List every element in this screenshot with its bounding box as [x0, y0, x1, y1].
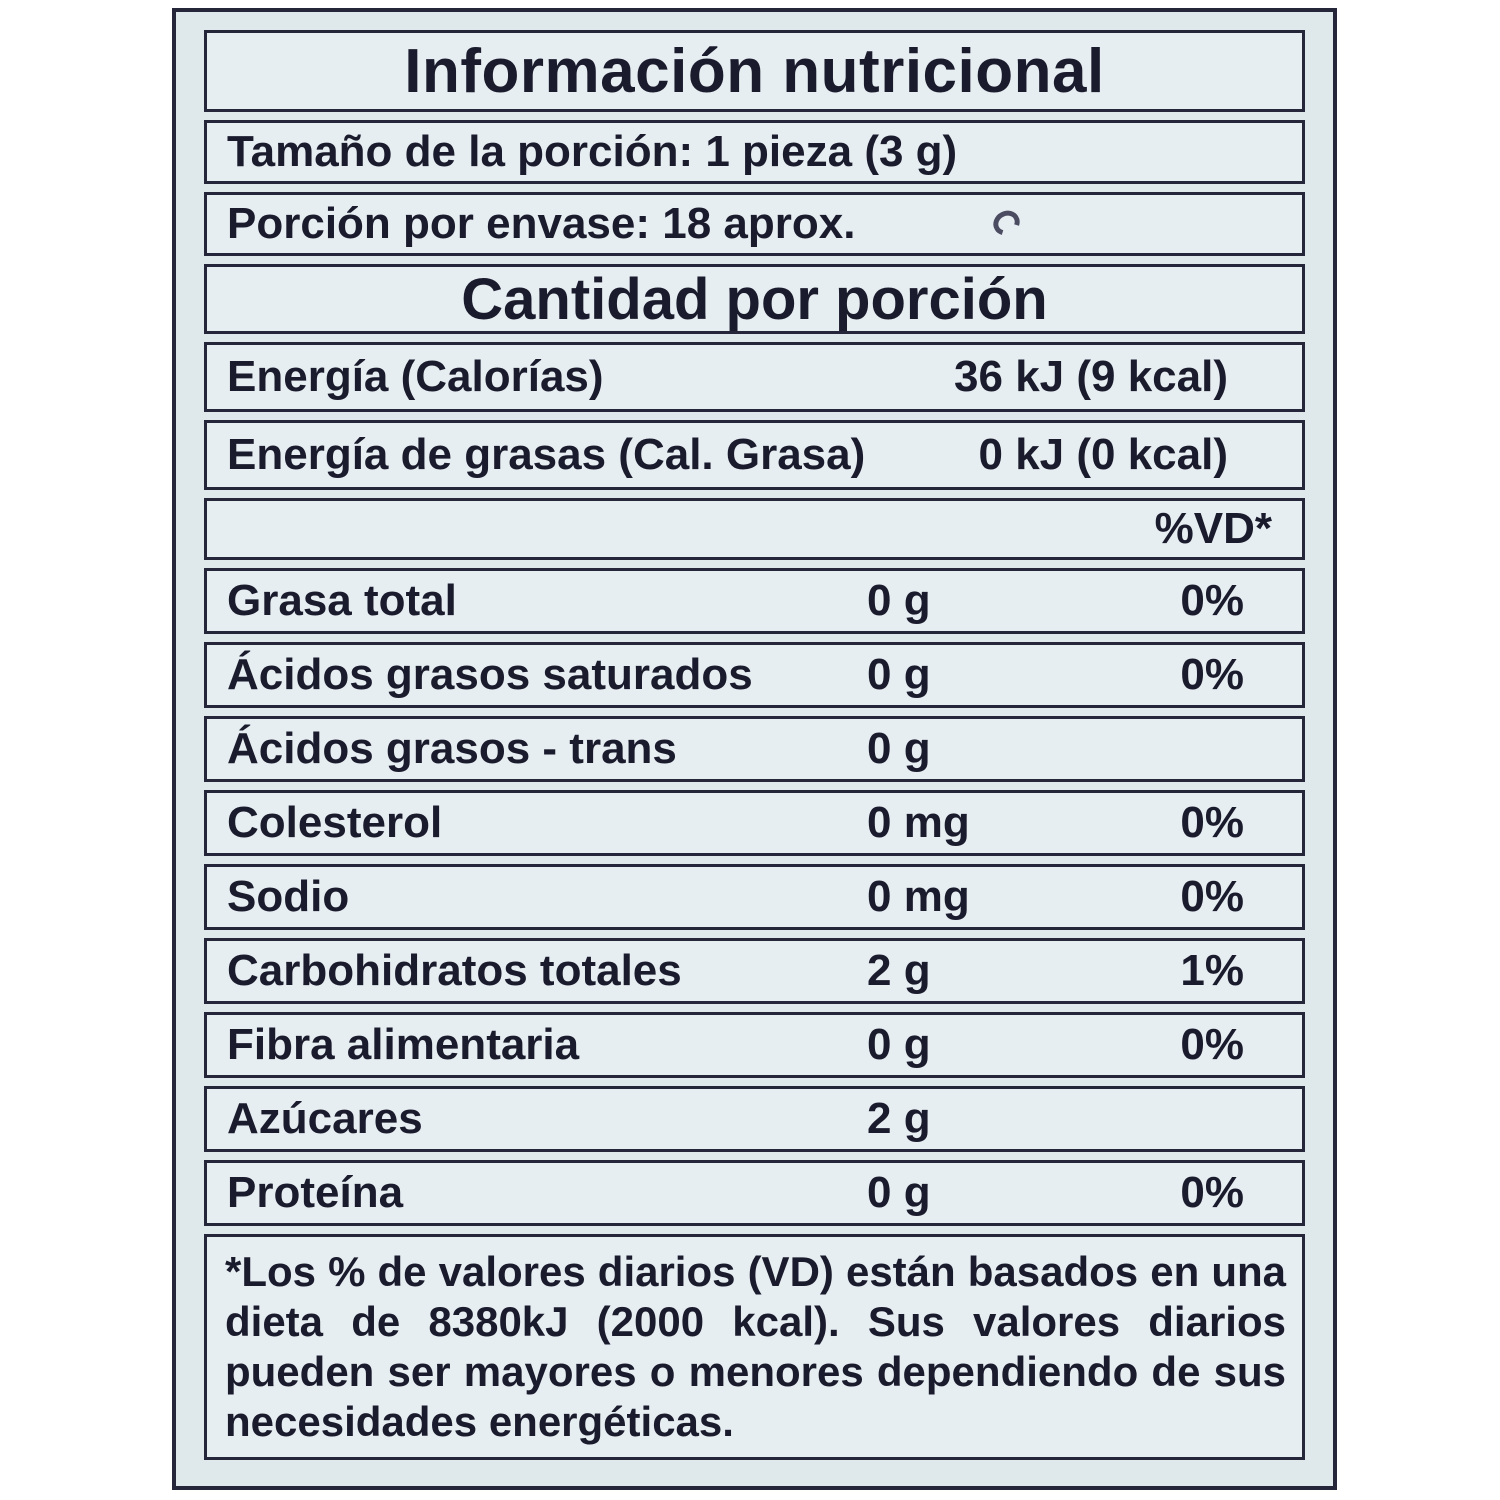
- nutrient-amount: 0 g: [867, 1020, 931, 1069]
- daily-value-header: %VD*: [1154, 504, 1272, 553]
- nutrient-amount: 0 mg: [867, 798, 970, 847]
- nutrient-amount: 2 g: [867, 1094, 931, 1143]
- nutrient-amount: 0 g: [867, 1168, 931, 1217]
- energy-from-fat-value: 0 kJ (0 kcal): [978, 430, 1228, 479]
- nutrient-row-fibra: [204, 1012, 1305, 1078]
- energy-row: [204, 342, 1305, 412]
- daily-value-header-row: [204, 498, 1305, 560]
- nutrient-row-proteina: [204, 1160, 1305, 1226]
- nutrient-amount: 0 g: [867, 724, 931, 773]
- nutrient-dv: 0%: [1180, 1020, 1244, 1069]
- nutrient-name: Azúcares: [227, 1094, 423, 1143]
- serving-size-row: [204, 120, 1305, 184]
- footnote-row: [204, 1234, 1305, 1460]
- nutrient-row-grasa-total: [204, 568, 1305, 634]
- nutrient-dv: 1%: [1180, 946, 1244, 995]
- nutrient-name: Proteína: [227, 1168, 404, 1217]
- nutrient-row-sodio: [204, 864, 1305, 930]
- nutrition-label-title: Información nutricional: [404, 36, 1105, 106]
- amount-per-serving-header-row: [204, 264, 1305, 334]
- serving-size-text: Tamaño de la porción: 1 pieza (3 g): [227, 127, 958, 176]
- nutrition-label-title-row: [204, 30, 1305, 112]
- print-artifact-mark: [989, 206, 1024, 240]
- nutrient-amount: 2 g: [867, 946, 931, 995]
- energy-value: 36 kJ (9 kcal): [954, 352, 1228, 401]
- nutrient-name: Fibra alimentaria: [227, 1020, 580, 1069]
- amount-per-serving-header: Cantidad por porción: [461, 266, 1048, 332]
- energy-from-fat-row: [204, 420, 1305, 490]
- nutrient-name: Grasa total: [227, 576, 457, 625]
- nutrient-dv: 0%: [1180, 798, 1244, 847]
- nutrient-name: Carbohidratos totales: [227, 946, 682, 995]
- nutrient-row-grasos-trans: [204, 716, 1305, 782]
- energy-from-fat-name: Energía de grasas (Cal. Grasa): [227, 430, 866, 479]
- nutrient-dv: 0%: [1180, 872, 1244, 921]
- nutrient-row-carbohidratos: [204, 938, 1305, 1004]
- nutrient-dv: 0%: [1180, 650, 1244, 699]
- nutrient-name: Ácidos grasos - trans: [227, 724, 677, 773]
- nutrient-row-colesterol: [204, 790, 1305, 856]
- daily-value-footnote: *Los % de valores diarios (VD) están basados en una dieta de 8380kJ (2000 kcal). Sus valores diarios pueden ser mayores o menores dependiendo de sus necesidades energéticas.: [225, 1248, 1286, 1445]
- nutrient-amount: 0 mg: [867, 872, 970, 921]
- nutrient-name: Sodio: [227, 872, 350, 921]
- nutrition-label: [172, 8, 1337, 1490]
- nutrient-amount: 0 g: [867, 576, 931, 625]
- servings-per-container-text: Porción por envase: 18 aprox.: [227, 199, 856, 248]
- nutrient-name: Colesterol: [227, 798, 443, 847]
- nutrient-amount: 0 g: [867, 650, 931, 699]
- nutrient-row-azucares: [204, 1086, 1305, 1152]
- energy-name: Energía (Calorías): [227, 352, 604, 401]
- servings-per-container-row: [204, 192, 1305, 256]
- nutrient-dv: 0%: [1180, 576, 1244, 625]
- nutrient-dv: 0%: [1180, 1168, 1244, 1217]
- nutrient-row-grasos-saturados: [204, 642, 1305, 708]
- nutrient-name: Ácidos grasos saturados: [227, 650, 753, 699]
